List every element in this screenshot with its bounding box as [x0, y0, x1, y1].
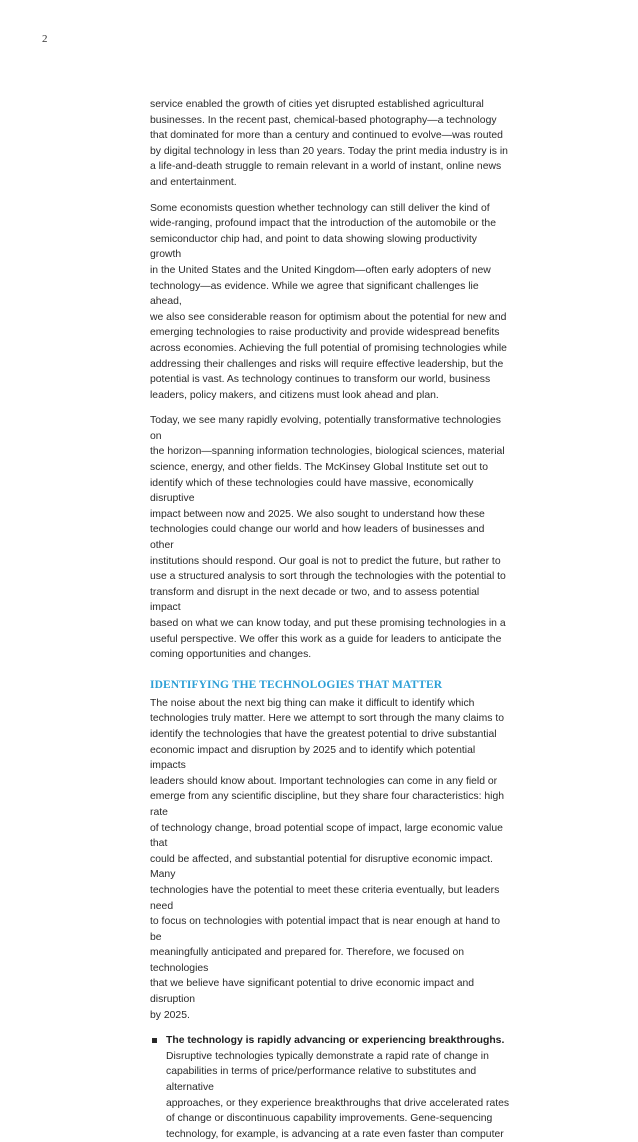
paragraph-2: Some economists question whether technology can still deliver the kind of wide-ranging, profound impact that the introduction of the automobile or the semiconductor chip had, and point to data showing slowing productivity growth in the United States and the United Kingdom—often early adopters of new technology—as evidence. While we agree that significant challenges lie ahead, we also see considerable reason for optimism about the potential for new and emerging technologies to raise productivity and provide widespread benefits across economies. Achieving the full potential of promising technologies while addressing their challenges and risks will require effective leadership, but the potential is vast. As technology continues to transform our world, business leaders, policy makers, and citizens must look ahead and plan. — [150, 202, 507, 401]
section-heading: IDENTIFYING THE TECHNOLOGIES THAT MATTER — [150, 678, 443, 691]
bullet-item — [150, 1033, 510, 1142]
bullet-title: The technology is rapidly advancing or experiencing breakthroughs. — [166, 1035, 505, 1047]
body-text — [150, 97, 510, 1142]
page-number: 2 — [42, 33, 48, 45]
section-paragraph: The noise about the next big thing can make it difficult to identify which technologies truly matter. Here we attempt to sort through the many claims to identify the technologies that have the greatest potential to drive substantial economic impact and disruption by 2025 and to identify which potential impacts leaders should know about. Important technologies can come in any field or emerge from any scientific discipline, but they share four characteristics: high rate of technology change, broad potential scope of impact, large economic value that could be affected, and substantial potential for disruptive economic impact. Many technologies have the potential to meet these criteria eventually, but leaders need to focus on technologies with potential impact that is near enough at hand to be meaningfully anticipated and prepared for. Therefore, we focused on technologies that we believe have significant potential to drive economic impact and disruption by 2025. — [150, 697, 505, 1021]
paragraph-1: service enabled the growth of cities yet disrupted established agricultural businesses. In the recent past, chemical-based photography—a technology that dominated for more than a century and continued to evolve—was routed by digital technology in less than 20 years. Today the print media industry is in a life-and-death struggle to remain relevant in a world of instant, online news and entertainment. — [150, 99, 508, 188]
bullet-square-icon — [152, 1038, 157, 1043]
paragraph-3: Today, we see many rapidly evolving, potentially transformative technologies on the horizon—spanning information technologies, biological sciences, material science, energy, and other fields. The McKinsey Global Institute set out to identify which of these technologies could have massive, economically disruptive impact between now and 2025. We also sought to understand how these technologies could change our world and how leaders of businesses and other institutions should respond. Our goal is not to predict the future, but rather to use a structured analysis to sort through the technologies with the potential to transform and disrupt in the next decade or two, and to assess potential impact based on what we can know today, and put these promising technologies in a useful perspective. We offer this work as a guide for leaders to anticipate the coming opportunities and changes. — [150, 415, 506, 661]
bullet-body: Disruptive technologies typically demonstrate a rapid rate of change in capabilities in terms of price/performance relative to substitutes and alternative approaches, or they experience breakthroughs that drive accelerated rates of change or discontinuous capability improvements. Gene-sequencing technology, for example, is advancing at a rate even faster than computer — [166, 1050, 510, 1140]
